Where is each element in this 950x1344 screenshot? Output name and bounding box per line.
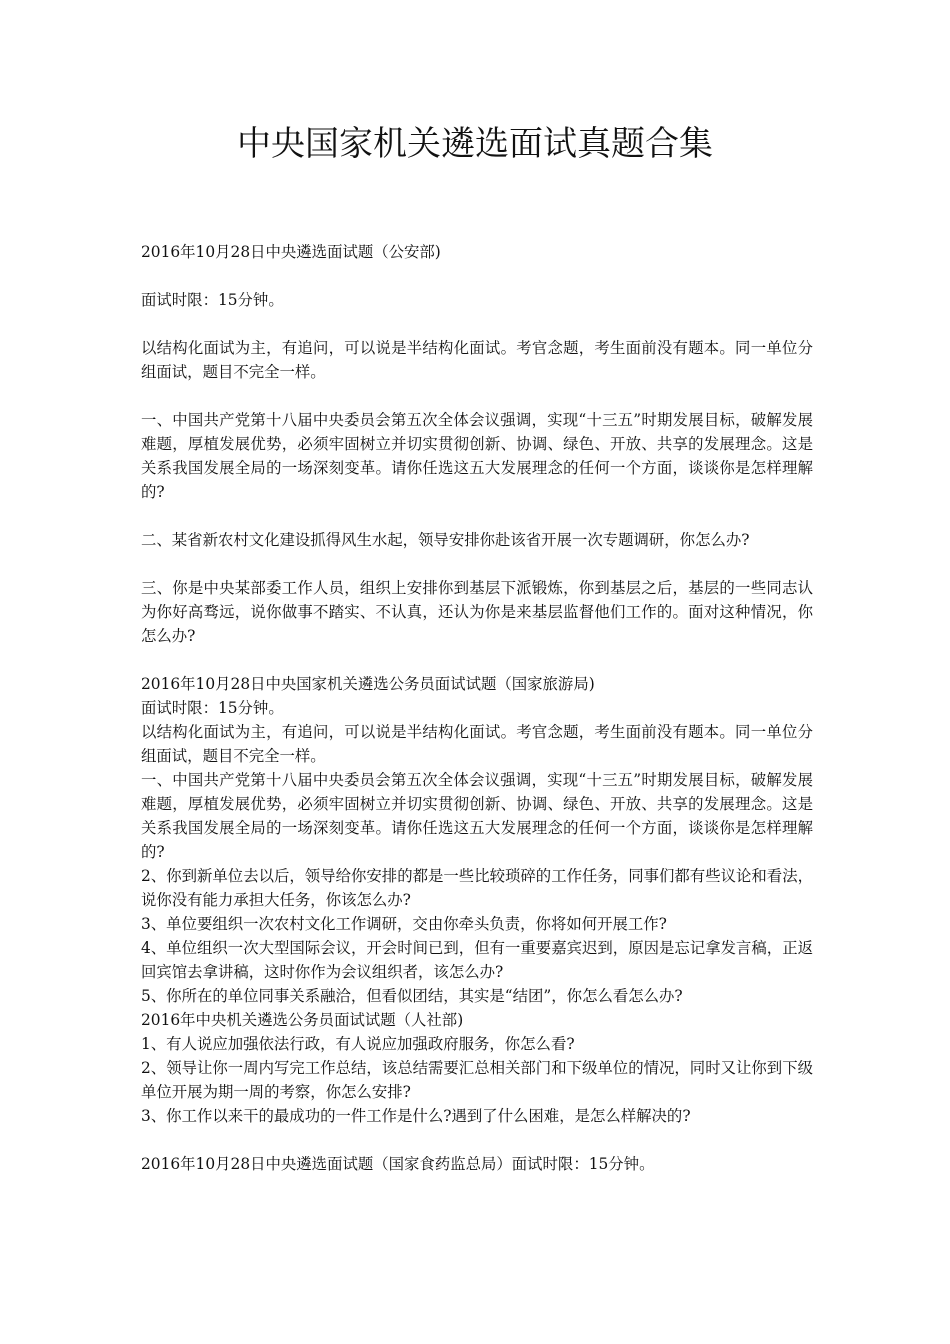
question-5: 5、你所在的单位同事关系融洽，但看似团结，其实是“结团”，你怎么看怎么办? xyxy=(141,987,683,1005)
question-3: 3、单位要组织一次农村文化工作调研，交由你牵头负责，你将如何开展工作? xyxy=(141,915,667,933)
question-2: 2、你到新单位去以后，领导给你安排的都是一些比较琐碎的工作任务，同事们都有些议论和看法，说你没有能力承担大任务，你该怎么办? xyxy=(141,867,813,909)
time-limit: 面试时限：15分钟。 xyxy=(141,291,284,309)
document-body xyxy=(141,240,813,1176)
question-1: 1、有人说应加强依法行政，有人说应加强政府服务，你怎么看? xyxy=(141,1035,575,1053)
section-heading-tourism: 2016年10月28日中央国家机关遴选公务员面试试题（国家旅游局) xyxy=(141,675,595,693)
question-1: 一、中国共产党第十八届中央委员会第五次全体会议强调，实现“十三五”时期发展目标，破解发展难题，厚植发展优势，必须牢固树立并切实贯彻创新、协调、绿色、开放、共享的发展理念。这是关系我国发展全局的一场深刻变革。请你任选这五大发展理念的任何一个方面，谈谈你是怎样理解的? xyxy=(141,771,813,861)
question-1: 一、中国共产党第十八届中央委员会第五次全体会议强调，实现“十三五”时期发展目标，破解发展难题，厚植发展优势，必须牢固树立并切实贯彻创新、协调、绿色、开放、共享的发展理念。这是关系我国发展全局的一场深刻变革。请你任选这五大发展理念的任何一个方面，谈谈你是怎样理解的? xyxy=(141,411,813,501)
section-heading-hr: 2016年中央机关遴选公务员面试试题（人社部) xyxy=(141,1011,464,1029)
question-2: 2、领导让你一周内写完工作总结，该总结需要汇总相关部门和下级单位的情况，同时又让你到下级单位开展为期一周的考察，你怎么安排? xyxy=(141,1059,813,1101)
section-heading-public-security: 2016年10月28日中央遴选面试题（公安部) xyxy=(141,243,441,261)
document-title: 中央国家机关遴选面试真题合集 xyxy=(237,124,713,164)
question-2: 二、某省新农村文化建设抓得风生水起，领导安排你赴该省开展一次专题调研，你怎么办? xyxy=(141,531,750,549)
question-3: 3、你工作以来干的最成功的一件工作是什么?遇到了什么困难，是怎么样解决的? xyxy=(141,1107,691,1125)
format-note: 以结构化面试为主，有追问，可以说是半结构化面试。考官念题，考生面前没有题本。同一单位分组面试，题目不完全一样。 xyxy=(141,723,813,765)
section-heading-food-drug: 2016年10月28日中央遴选面试题（国家食药监总局）面试时限：15分钟。 xyxy=(141,1155,655,1173)
time-limit: 面试时限：15分钟。 xyxy=(141,699,284,717)
question-3: 三、你是中央某部委工作人员，组织上安排你到基层下派锻炼，你到基层之后，基层的一些同志认为你好高骛远，说你做事不踏实、不认真，还认为你是来基层监督他们工作的。面对这种情况，你怎么办? xyxy=(141,579,813,645)
question-4: 4、单位组织一次大型国际会议，开会时间已到，但有一重要嘉宾迟到，原因是忘记拿发言稿，正返回宾馆去拿讲稿，这时你作为会议组织者，该怎么办? xyxy=(141,939,813,981)
format-note: 以结构化面试为主，有追问，可以说是半结构化面试。考官念题，考生面前没有题本。同一单位分组面试，题目不完全一样。 xyxy=(141,339,813,381)
